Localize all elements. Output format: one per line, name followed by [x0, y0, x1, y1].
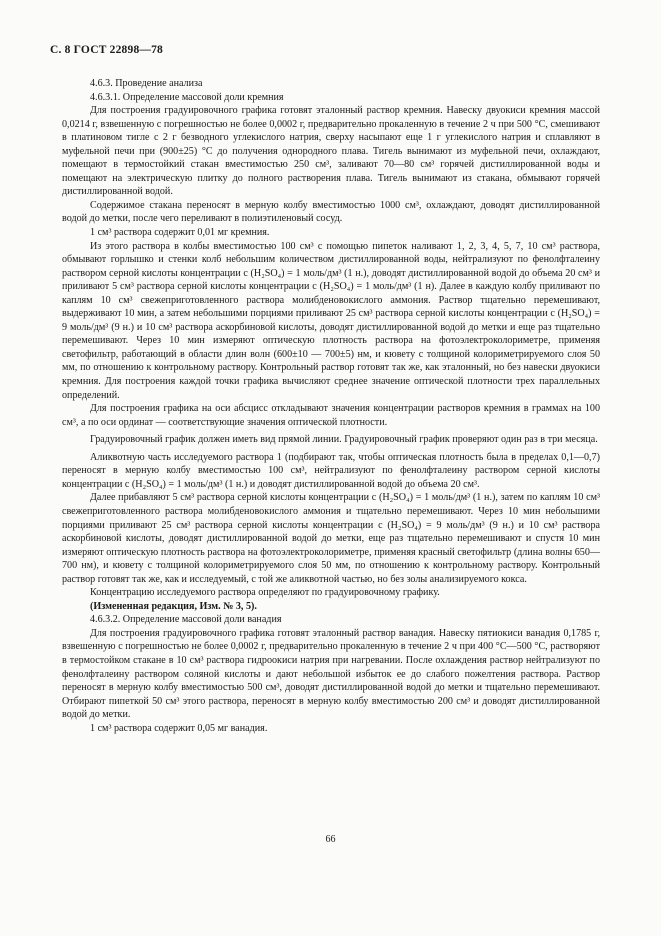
paragraph: Концентрацию исследуемого раствора определяют по градуировочному графику. — [90, 587, 440, 599]
paragraph: 1 см³ раствора содержит 0,05 мг ванадия. — [90, 722, 268, 734]
section-heading: 4.6.3. Проведение анализа — [90, 78, 203, 89]
paragraph: 1 см³ раствора содержит 0,01 мг кремния. — [90, 227, 270, 239]
paragraph: Для построения градуировочного графика готовят эталонный раствор кремния. Навеску двуокиси кремния массой 0,0214 г, взвешенную с погрешностью не более 0,0002 г, предварительно прокаленную в течение 2 ч при 500 °С, смешивают в платиновом тигле с 2 г безводного углекислого натрия, сверху насыпают еще 1 г углекислого натрия и сплавляют в муфельной печи при (900±25) °С до получения однородного плава. Тигель вынимают из муфельной печи, охлаждают, помещают в термостойкий стакан вместимостью 250 см³, заливают 70—80 см³ горячей дистиллированной воды и помещают на электрическую плитку до полного растворения плава. Тигель вынимают из стакана, обмывают горячей дистиллированной водой. — [62, 105, 600, 198]
document-body — [62, 77, 600, 735]
page-number: 66 — [325, 834, 336, 845]
paragraph: Для построения градуировочного графика готовят эталонный раствор ванадия. Навеску пятиокиси ванадия 0,1785 г, взвешенную с погрешностью не более 0,0002 г, предварительно прокаленную в течение 2 ч при 400 °С—500 °С, растворяют в термостойком стакане в 10 см³ раствора гидроокиси натрия при нагревании. После охлаждения раствор нейтрализуют по фенолфталеину раствором соляной кислоты и дают небольшой избыток ее до слабого пожелтения раствора. Раствор переносят в мерную колбу вместимостью 500 см³, доводят дистиллированной водой до метки и тщательно перемешивают. Отбирают пипеткой 50 см³ этого раствора, переносят в мерную колбу вместимостью 200 см³ и доводят дистиллированной водой до метки. — [62, 627, 600, 721]
paragraph: Для построения графика на оси абсцисс откладывают значения концентрации растворов кремния в граммах на 100 см³, а по оси ординат — соответствующие значения оптической плотности. — [62, 403, 600, 428]
revision-note: (Измененная редакция, Изм. № 3, 5). — [90, 600, 257, 612]
subsection-heading: 4.6.3.1. Определение массовой доли кремния — [90, 91, 284, 103]
paragraph: Градуировочный график должен иметь вид прямой линии. Градуировочный график проверяют один раз в три месяца. — [90, 434, 598, 446]
paragraph: Аликвотную часть исследуемого раствора 1 (подбирают так, чтобы оптическая плотность была в пределах 0,1—0,7) переносят в мерную колбу вместимостью 100 см³, нейтрализуют по фенолфталеину раствором серной кислоты концентрации с (H₂SO₄) = 1 моль/дм³ (1 н.) и доводят дистиллированной водой до объема 20 см³. — [62, 451, 600, 490]
paragraph: Содержимое стакана переносят в мерную колбу вместимостью 1000 см³, охлаждают, доводят дистиллированной водой до метки, после чего переливают в полиэтиленовый сосуд. — [62, 199, 600, 225]
paragraph: Далее прибавляют 5 см³ раствора серной кислоты концентрации с (H₂SO₄) = 1 моль/дм³ (1 н.), затем по каплям 10 см³ свежеприготовленного раствора молибденовокислого аммония и тщательно перемешивают. Через 10 мин небольшими порциями приливают 25 см³ раствора серной кислоты концентрации с (H₂SO₄) = 9 моль/дм³ (9 н.) и 10 см³ раствора аскорбиновой кислоты, доводят дистиллированной водой до метки, еще раз тщательно перемешивают и спустя 10 мин измеряют оптическую плотность раствора на фотоэлектроколориметре, применяя красный светофильтр (длина волны 650—700 нм), и кювету с толщиной колориметрируемого слоя 50 мм, по отношению к контрольному раствору. Контрольный раствор готовят так же, как и исследуемый, с той же аликвотной частью, но без золы анализируемого кокса. — [62, 492, 600, 585]
page-header: С. 8 ГОСТ 22898—78 — [50, 44, 163, 56]
subsection-heading: 4.6.3.2. Определение массовой доли ванадия — [90, 614, 282, 626]
paragraph: Из этого раствора в колбы вместимостью 100 см³ с помощью пипеток наливают 1, 2, 3, 4, 5, 7, 10 см³ раствора, обмывают горлышко и стенки колб небольшим количеством дистиллированной воды, нейтрализуют по фенолфталеину раствором серной кислоты концентрации с (H₂SO₄) = 1 моль/дм³ (1 н.), доводят дистиллированной водой до объема 20 см³ и приливают 5 см³ раствора серной кислоты концентрации с (H₂SO₄) = 1 моль/дм³ (1 н). Далее в каждую колбу приливают по каплям 10 см³ свежеприготовленного раствора молибденовокислого аммония. Раствор тщательно перемешивают, выдерживают 10 мин, а затем небольшими порциями приливают 25 см³ раствора серной кислоты концентрации с (H₂SO₄) = 9 моль/дм³ (9 н.) и 10 см³ раствора аскорбиновой кислоты, доводят дистиллированной водой до метки и еще раз тщательно перемешивают. Через 10 мин измеряют оптическую плотность раствора на фотоэлектроколориметре, применяя светофильтр, работающий в области длин волн (600±10 — 700±5) нм, и кювету с толщиной колориметрируемого слоя 50 мм, по отношению к контрольному раствору. Контрольный раствор готовят так же, как эталонный, но без навески двуокиси кремния. Для построения каждой точки графика вычисляют среднее значение оптической плотности трех параллельных определений. — [62, 240, 600, 401]
